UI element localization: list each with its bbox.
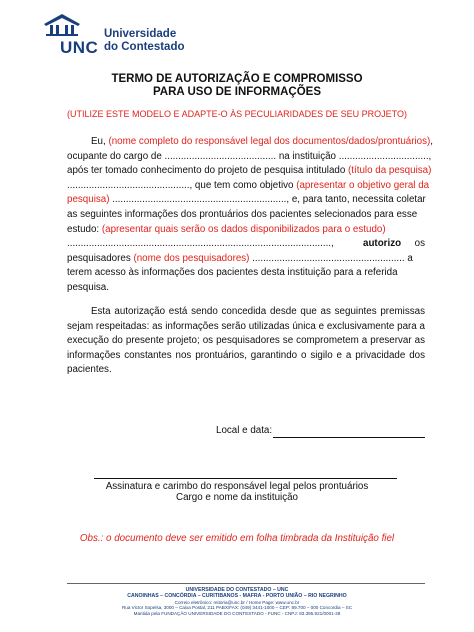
footer: UNIVERSIDADE DO CONTESTADO – UNC CANOINHAS – CONCÓRDIA – CURITIBANOS - MAFRA - PORTO UNIÃO – RIO NEGRINHO Correio eletrônico: reitoria@unc.br / Home Page: www.unc.br Rua Victor Sopelsa, 3000 – Caixa Postal, 211 PABX/FAX: (049) 3441-1000 – CEP: 89.700 – 000 Concordia – SC Mantida pela FUNDAÇÃO UNIVERSIDADE DO CONTESTADO - FUNC - CNPJ: 83.395.921/0001-28 bbox=[121, 587, 353, 617]
signature-line bbox=[94, 478, 397, 479]
observation-note: Obs.: o documento deve ser emitido em folha timbrada da Instituição fiel bbox=[79, 533, 395, 544]
logo-abbreviation: UNC bbox=[60, 38, 99, 57]
institution-caption: Cargo e nome da instituição bbox=[176, 492, 298, 503]
document-title-line1: TERMO DE AUTORIZAÇÃO E COMPROMISSO bbox=[111, 73, 363, 85]
local-date-line bbox=[273, 437, 425, 438]
logo-mark-icon bbox=[28, 14, 100, 40]
placeholder-responsible-name: (nome completo do responsável legal dos documentos/dados/prontuários) bbox=[108, 136, 431, 147]
document-subtitle: (UTILIZE ESTE MODELO E ADAPTE-O ÀS PECULIARIDADES DE SEU PROJETO) bbox=[67, 109, 407, 119]
placeholder-researchers: (nome dos pesquisadores) bbox=[133, 252, 250, 264]
placeholder-data-list: (apresentar quais serão os dados disponibilizados para o estudo) bbox=[101, 223, 386, 235]
footer-divider bbox=[67, 583, 425, 584]
local-date-label: Local e data: bbox=[216, 425, 273, 436]
placeholder-research-title: (título da pesquisa) bbox=[348, 165, 432, 177]
placeholder-objective: (apresentar o objetivo geral da bbox=[296, 179, 430, 191]
authorize-keyword: autorizo bbox=[363, 238, 402, 250]
authorization-paragraph: Eu, (nome completo do responsável legal dos documentos/dados/prontuários), ocupante do cargo de ......................................... na instituição ................................., após ter tomado conhecimento do projeto de pesquisa intitulado (título da pesquisa) ............................................., que tem como objetivo (apresentar o objetivo geral da pesquisa) ................................................................, e, para tanto, necessita coletar as seguintes informações dos prontuários dos pacientes selecionados para esse estudo: (apresentar quais serão os dados disponibilizados para o estudo) ................................................................................................., autorizo os pesquisadores (nome dos pesquisadores) ........................................................ a terem acesso às informações dos pacientes desta instituição para a referida pesquisa. bbox=[67, 136, 434, 293]
document-title-line2: PARA USO DE INFORMAÇÕES bbox=[152, 86, 322, 98]
signature-caption: Assinatura e carimbo do responsável legal pelos prontuários bbox=[105, 481, 369, 492]
logo-university-name: Universidade do Contestado bbox=[104, 28, 185, 53]
university-logo bbox=[28, 14, 188, 58]
conditions-paragraph: Esta autorização está sendo concedida desde que as seguintes premissas sejam respeitadas: as informações serão utilizadas única e exclusivamente para a execução do presente projeto; os pesquisadores se comprometem a preservar as informações constantes nos prontuários, garantindo o sigilo e a privacidade dos pacientes. bbox=[67, 306, 425, 376]
